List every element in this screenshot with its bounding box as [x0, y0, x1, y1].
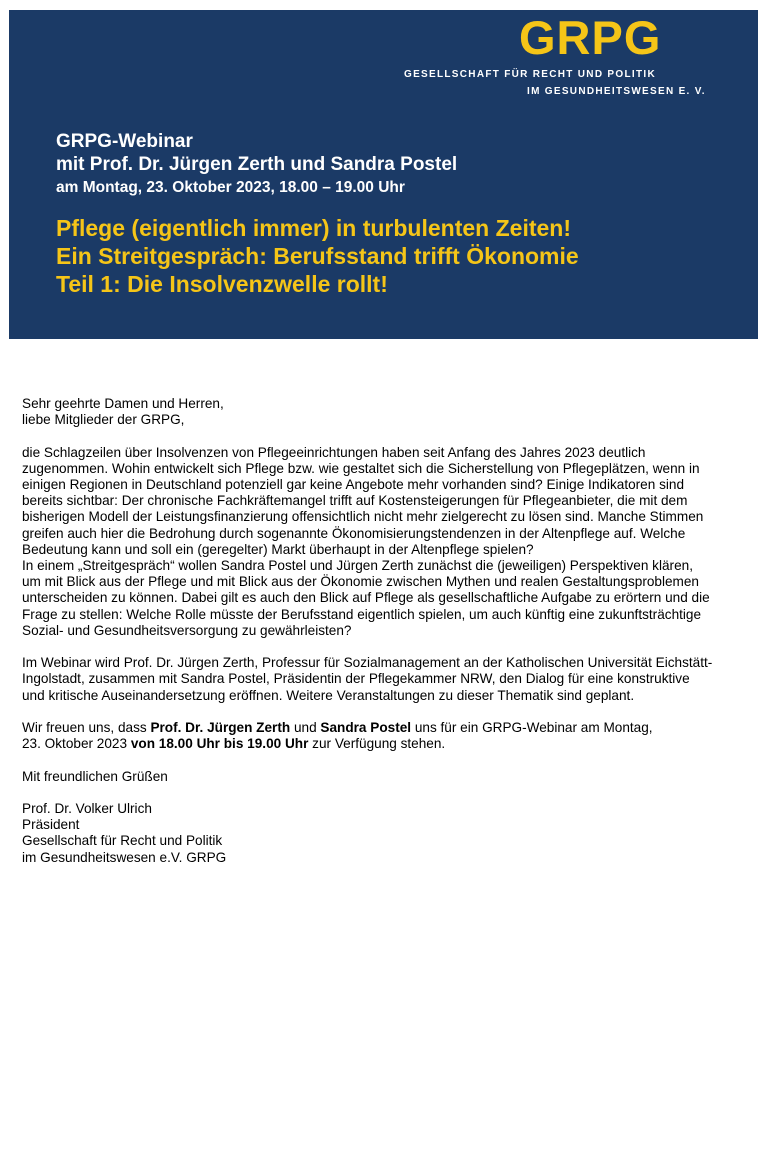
- text-fragment: und: [290, 720, 321, 736]
- text-fragment: uns für ein GRPG-Webinar am Montag,: [411, 720, 653, 736]
- webinar-title: [56, 130, 457, 176]
- webinar-headline: [56, 214, 579, 298]
- text-line: greifen auch hier die Bedrohung durch sogenannte Ökonomisierungstendenzen in der Altenpflege auf. Welche: [22, 525, 686, 541]
- signature-title: Präsident: [22, 817, 80, 833]
- org-name-line1: GESELLSCHAFT FÜR RECHT UND POLITIK: [404, 69, 656, 80]
- text-line: einigen Regionen in Deutschland potenziell gar keine Angebote mehr vorhanden sind? Einige Indikatoren sind: [22, 477, 685, 492]
- event-date: 23. Oktober 2023: [22, 736, 131, 752]
- grpg-logo: GRPG: [519, 11, 662, 64]
- signature-org-line2: im Gesundheitswesen e.V. GRPG: [22, 849, 227, 865]
- text-line: Sozial- und Gesundheitsversorgung zu gewährleisten?: [22, 622, 352, 638]
- signature-org-line1: Gesellschaft für Recht und Politik: [22, 833, 223, 849]
- salutation-line1: Sehr geehrte Damen und Herren,: [22, 396, 224, 411]
- headline-line2: Ein Streitgespräch: Berufsstand trifft Ökonomie: [56, 243, 579, 269]
- text-line: bisherigen Modell der Leistungsfinanzierung offensichtlich nicht mehr zielgerecht zu lösen sind. Manche Stimmen: [22, 509, 704, 525]
- salutation-line2: liebe Mitglieder der GRPG,: [22, 412, 185, 428]
- paragraph-invitation: [22, 720, 752, 752]
- text-line: [22, 720, 752, 736]
- text-fragment: zur Verfügung stehen.: [308, 736, 446, 752]
- salutation: [22, 396, 752, 428]
- text-line: Frage zu stellen: Welche Rolle müsste der Berufsstand eigentlich spielen, um auch künftig eine zukunftsträchtige: [22, 606, 702, 622]
- headline-line1: Pflege (eigentlich immer) in turbulenten Zeiten!: [56, 215, 571, 241]
- text-line: die Schlagzeilen über Insolvenzen von Pflegeeinrichtungen haben seit Anfang des Jahres 2023 deutlich: [22, 444, 646, 460]
- webinar-title-line2: mit Prof. Dr. Jürgen Zerth und Sandra Postel: [56, 154, 458, 175]
- event-time: von 18.00 Uhr bis 19.00 Uhr: [130, 736, 309, 752]
- text-line: unterscheiden zu können. Dabei gilt es auch den Blick auf Pflege als gesellschaftliche Aufgabe zu erörtern und die: [22, 590, 710, 606]
- paragraph-speakers: [22, 655, 752, 704]
- text-line: [22, 736, 752, 752]
- text-line: und kritische Auseinandersetzung eröffnen. Weitere Veranstaltungen zu dieser Thematik sind geplant.: [22, 687, 635, 703]
- webinar-title-line1: GRPG-Webinar: [56, 131, 193, 152]
- letter-body: [22, 396, 752, 882]
- org-name-line2: IM GESUNDHEITSWESEN E. V.: [527, 86, 706, 97]
- text-fragment: Wir freuen uns, dass: [22, 720, 151, 736]
- signature-name: Prof. Dr. Volker Ulrich: [22, 801, 152, 816]
- speaker-name-zerth: Prof. Dr. Jürgen Zerth: [150, 720, 291, 736]
- signature: [22, 801, 752, 866]
- text-line: zugenommen. Wohin entwickelt sich Pflege bzw. wie gestaltet sich die Sicherstellung von Pflegeplätzen, wenn in: [22, 460, 700, 476]
- text-line: bereits sichtbar: Der chronische Fachkräftemangel trifft auf Kostensteigerungen für Pflegeanbieter, die mit dem: [22, 493, 688, 509]
- closing: Mit freundlichen Grüßen: [22, 768, 168, 784]
- text-line: Bedeutung kann und soll ein (geregelter) Markt überhaupt in der Altenpflege spielen?: [22, 541, 534, 557]
- webinar-date: am Montag, 23. Oktober 2023, 18.00 – 19.00 Uhr: [56, 179, 405, 196]
- paragraph-intro: [22, 445, 752, 639]
- speaker-name-postel: Sandra Postel: [320, 720, 412, 736]
- text-line: Im Webinar wird Prof. Dr. Jürgen Zerth, Professur für Sozialmanagement an der Katholischen Universität Eichstätt-: [22, 655, 713, 671]
- text-line: Ingolstadt, zusammen mit Sandra Postel, Präsidentin der Pflegekammer NRW, den Dialog für eine konstruktive: [22, 671, 690, 687]
- headline-line3: Teil 1: Die Insolvenzwelle rollt!: [56, 271, 388, 297]
- text-line: um mit Blick aus der Pflege und mit Blick aus der Ökonomie zwischen Mythen und realen Gestaltungsproblemen: [22, 574, 699, 590]
- text-line: In einem „Streitgespräch“ wollen Sandra Postel und Jürgen Zerth zunächst die (jeweiligen) Perspektiven klären,: [22, 558, 693, 574]
